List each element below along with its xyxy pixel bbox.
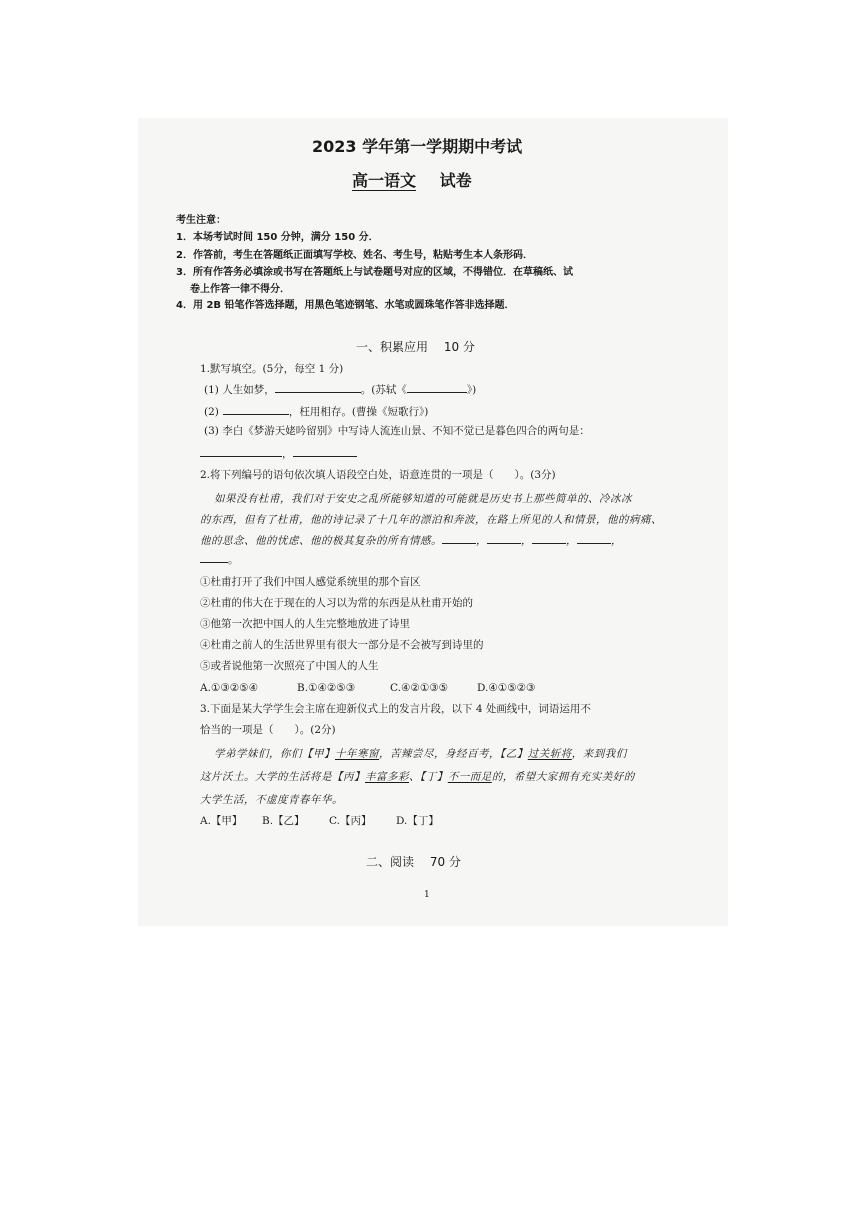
choice-d: D.【丁】 <box>396 815 439 827</box>
underlined-phrase: 丰富多彩 <box>365 771 409 783</box>
question-stem: 3.下面是某大学学生会主席在迎新仪式上的发言片段，以下 4 处画线中，词语运用不 <box>200 703 591 715</box>
notice-item: 3．所有作答务必填涂或书写在答题纸上与试卷题号对应的区域，不得错位．在草稿纸、试 <box>176 267 573 278</box>
passage-text: 这片沃土。大学的生活将是【丙】 <box>200 771 365 783</box>
passage-line: 大学生活，不虚度青春年华。 <box>200 794 343 806</box>
answer-blank <box>200 446 282 457</box>
passage-line: 他的思念、他的忧虑、他的极其复杂的所有情感。 ， ， ， ， <box>200 535 622 547</box>
notice-item: 2．作答前，考生在答题纸正面填写学校、姓名、考生号，粘贴考生本人条形码． <box>176 250 533 261</box>
choice-c: C.【丙】 <box>329 815 372 827</box>
notice-item: 1．本场考试时间 150 分钟，满分 150 分． <box>176 232 379 243</box>
passage-text: ，苦辣尝尽，身经百考，【乙】 <box>379 748 528 760</box>
answer-blank <box>275 382 361 393</box>
notice-item: 4．用 2B 铅笔作答选择题，用黑色笔迹钢笔、水笔或圆珠笔作答非选择题． <box>176 300 515 311</box>
option-sentence: ④杜甫之前人的生活世界里有很大一部分是不会被写到诗里的 <box>200 639 484 651</box>
section-heading: 二、阅读 70 分 <box>366 855 461 869</box>
passage-text: 的，希望大家拥有充实美好的 <box>491 771 635 783</box>
choice-b: B.①④②⑤③ <box>297 682 356 694</box>
section-heading: 一、积累应用 10 分 <box>356 340 475 354</box>
question-stem: 恰当的一项是（ ）。(2分) <box>200 724 336 736</box>
answer-blank <box>442 533 476 544</box>
q1-text: (2) <box>204 406 219 418</box>
answer-blank <box>223 404 289 415</box>
passage-text: 他的思念、他的忧虑、他的极其复杂的所有情感。 <box>200 535 442 547</box>
q1-line <box>204 382 476 397</box>
choice-d: D.④①⑤②③ <box>477 682 536 694</box>
passage-text: 学弟学妹们，你们【甲】 <box>214 748 335 760</box>
question-stem: 1.默写填空。(5分，每空 1 分) <box>200 363 344 375</box>
passage-line: 的东西，但有了杜甫，他的诗记录了十几年的漂泊和奔波，在路上所见的人和情景，他的病痛、 <box>200 514 662 526</box>
answer-blank <box>532 533 566 544</box>
page-number: 1 <box>424 890 430 900</box>
exam-title: 2023 学年第一学期期中考试 <box>312 137 523 156</box>
notice-item: 卷上作答一律不得分． <box>190 284 290 295</box>
q1-text: 。(苏轼《 <box>360 384 407 396</box>
answer-blank <box>487 533 521 544</box>
underlined-phrase: 过关斩将 <box>527 748 572 760</box>
passage-text: ，来到我们 <box>571 748 627 760</box>
passage-text: 、【丁】 <box>409 771 448 783</box>
option-sentence: ②杜甫的伟大在于现在的人习以为常的东西是从杜甫开始的 <box>200 597 473 609</box>
question-stem: 2.将下列编号的语句依次填人语段空白处，语意连贯的一项是（ ）。(3分) <box>200 469 556 481</box>
subject-suffix: 试卷 <box>439 171 472 190</box>
answer-blank <box>407 382 467 393</box>
choice-c: C.④②①③⑤ <box>390 682 449 694</box>
option-sentence: ①杜甫打开了我们中国人感觉系统里的那个盲区 <box>200 576 421 588</box>
passage-line: 。 <box>200 552 239 567</box>
q1-text: ，枉用相存。(曹操《短歌行》) <box>288 406 429 418</box>
choice-a: A.【甲】 <box>200 815 243 827</box>
q1-line: (3) 李白《梦游天姥吟留别》中写诗人流连山景、不知不觉已是暮色四合的两句是： <box>204 425 590 437</box>
choice-b: B.【乙】 <box>262 815 305 827</box>
answer-blank <box>200 552 228 563</box>
answer-blank <box>293 446 357 457</box>
q1-text: 》) <box>466 384 477 396</box>
underlined-phrase: 十年寒窗 <box>335 748 379 760</box>
q1-line <box>204 404 428 419</box>
passage-line <box>200 769 635 784</box>
q1-line <box>200 446 357 461</box>
passage-line <box>214 746 627 761</box>
subject-name: 高一语文 <box>352 171 417 190</box>
subject-line <box>344 168 472 191</box>
notice-heading: 考生注意： <box>176 215 226 226</box>
option-sentence: ⑤或者说他第一次照亮了中国人的人生 <box>200 660 379 672</box>
option-sentence: ③他第一次把中国人的人生完整地放进了诗里 <box>200 618 410 630</box>
passage-line: 如果没有杜甫，我们对于安史之乱所能够知道的可能就是历史书上那些简单的、冷冰冰 <box>214 493 632 505</box>
underlined-phrase: 不一而足 <box>447 771 492 783</box>
q1-text: ， <box>282 448 293 460</box>
answer-blank <box>577 533 611 544</box>
choice-a: A.①③②⑤④ <box>200 682 258 694</box>
q1-text: (1) 人生如梦， <box>204 384 275 396</box>
